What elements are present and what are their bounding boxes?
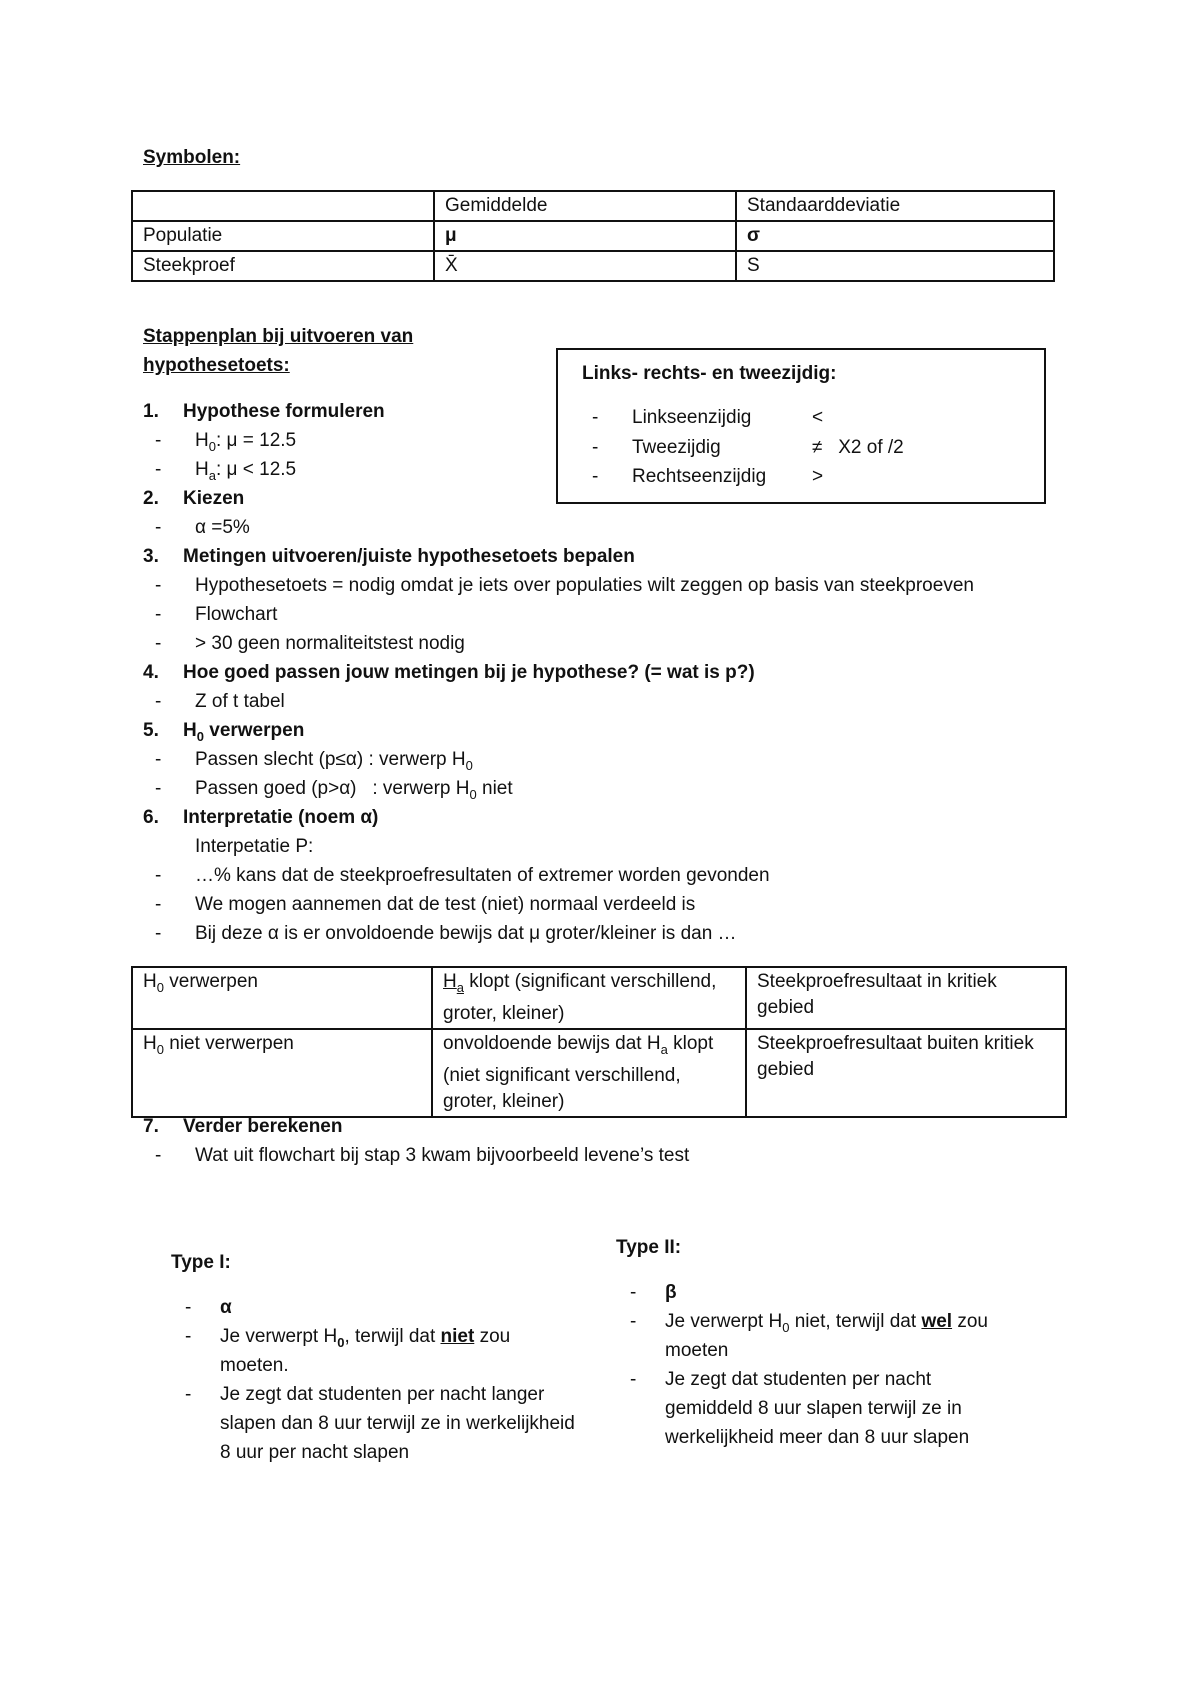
step-6: 6. Interpretatie (noem α) (143, 807, 379, 828)
step-1-sub: - $H_a$: μ < 12.5 (155, 459, 297, 483)
step-2: 2. Kiezen (143, 488, 245, 509)
sides-item: - Tweezijdig ≠ X2 of /2 (592, 437, 904, 458)
sides-box (556, 348, 1046, 504)
symbols-table (131, 190, 1055, 282)
plan-heading-line1: Stappenplan bij uitvoeren van (143, 326, 414, 347)
sides-item: - Rechtseenzijdig > (592, 466, 824, 487)
type1-item: - Je verwerpt $H_0$, terwijl dat niet zou (185, 1326, 511, 1350)
step-5-sub: - Passen goed (p>α) : verwerp $H_0$ niet (155, 778, 513, 802)
decision-cell: Steekproefresultaat in kritiek gebied (746, 967, 1066, 1029)
table-cell-empty (132, 191, 434, 221)
step-5-sub: - Passen slecht (p≤α) : verwerp $H_0$ (155, 749, 473, 773)
step-7-sub: - Wat uit flowchart bij stap 3 kwam bijvoorbeeld levene’s test (155, 1145, 690, 1166)
type2-heading: Type II: (616, 1237, 682, 1258)
table-row (132, 191, 1054, 221)
type2-item-cont: moeten (665, 1340, 729, 1361)
step-4-sub: - Z of t tabel (155, 691, 285, 712)
step-6-sub: - We mogen aannemen dat de test (niet) normaal verdeeld is (155, 894, 696, 915)
step-5: 5. $H_0$ verwerpen (143, 720, 305, 744)
symbols-heading: Symbolen: (143, 147, 241, 168)
step-3-sub: - Flowchart (155, 604, 278, 625)
step-3-sub: - > 30 geen normaliteitstest nodig (155, 633, 465, 654)
type1-item-cont: moeten. (220, 1355, 289, 1376)
table-cell-sd: S (736, 251, 1054, 281)
table-header-sd: Standaarddeviatie (736, 191, 1054, 221)
table-cell-mean: X̄ (434, 251, 736, 281)
step-2-sub: - α =5% (155, 517, 250, 538)
type1-heading: Type I: (171, 1252, 231, 1273)
decision-cell: $H_a$ klopt (significant verschillend, groter, kleiner) (432, 967, 746, 1029)
type2-item-cont: gemiddeld 8 uur slapen terwijl ze in (665, 1398, 962, 1419)
sides-item: - Linkseenzijdig < (592, 407, 824, 428)
type1-item-cont: slapen dan 8 uur terwijl ze in werkelijkheid (220, 1413, 575, 1434)
type1-item: - Je zegt dat studenten per nacht langer (185, 1384, 545, 1405)
decision-cell: Steekproefresultaat buiten kritiek gebied (746, 1029, 1066, 1117)
step-6-intro: Interpetatie P: (195, 836, 314, 857)
type2-item: - β (630, 1282, 677, 1303)
step-1: 1. Hypothese formuleren (143, 401, 385, 422)
step-1-sub: - $H_0$: μ = 12.5 (155, 430, 297, 454)
table-cell-label: Populatie (132, 221, 434, 251)
step-7: 7. Verder berekenen (143, 1116, 343, 1137)
decision-table (131, 966, 1067, 1118)
type2-item-cont: werkelijkheid meer dan 8 uur slapen (665, 1427, 970, 1448)
table-cell-mean: μ (434, 221, 736, 251)
table-row (132, 221, 1054, 251)
step-6-sub: - Bij deze α is er onvoldoende bewijs dat μ groter/kleiner is dan … (155, 923, 737, 944)
table-header-mean: Gemiddelde (434, 191, 736, 221)
table-row (132, 967, 1066, 1029)
type2-item: - Je verwerpt $H_0$ niet, terwijl dat wel zou (630, 1311, 988, 1335)
decision-cell: $H_0$ verwerpen (132, 967, 432, 1029)
step-6-sub: - …% kans dat de steekproefresultaten of extremer worden gevonden (155, 865, 770, 886)
type2-item: - Je zegt dat studenten per nacht (630, 1369, 932, 1390)
decision-cell: onvoldoende bewijs dat $H_a$ klopt (niet significant verschillend, groter, kleiner) (432, 1029, 746, 1117)
decision-cell: $H_0$ niet verwerpen (132, 1029, 432, 1117)
table-row (132, 1029, 1066, 1117)
table-row (132, 251, 1054, 281)
type1-item-cont: 8 uur per nacht slapen (220, 1442, 410, 1463)
type1-item: - α (185, 1297, 232, 1318)
step-3: 3. Metingen uitvoeren/juiste hypothesetoets bepalen (143, 546, 635, 567)
step-4: 4. Hoe goed passen jouw metingen bij je hypothese? (= wat is p?) (143, 662, 755, 683)
plan-heading-line2: hypothesetoets: (143, 355, 290, 376)
step-3-sub: - Hypothesetoets = nodig omdat je iets over populaties wilt zeggen op basis van steekproeven (155, 575, 974, 596)
sides-heading: Links- rechts- en tweezijdig: (582, 363, 837, 384)
table-cell-label: Steekproef (132, 251, 434, 281)
table-cell-sd: σ (736, 221, 1054, 251)
